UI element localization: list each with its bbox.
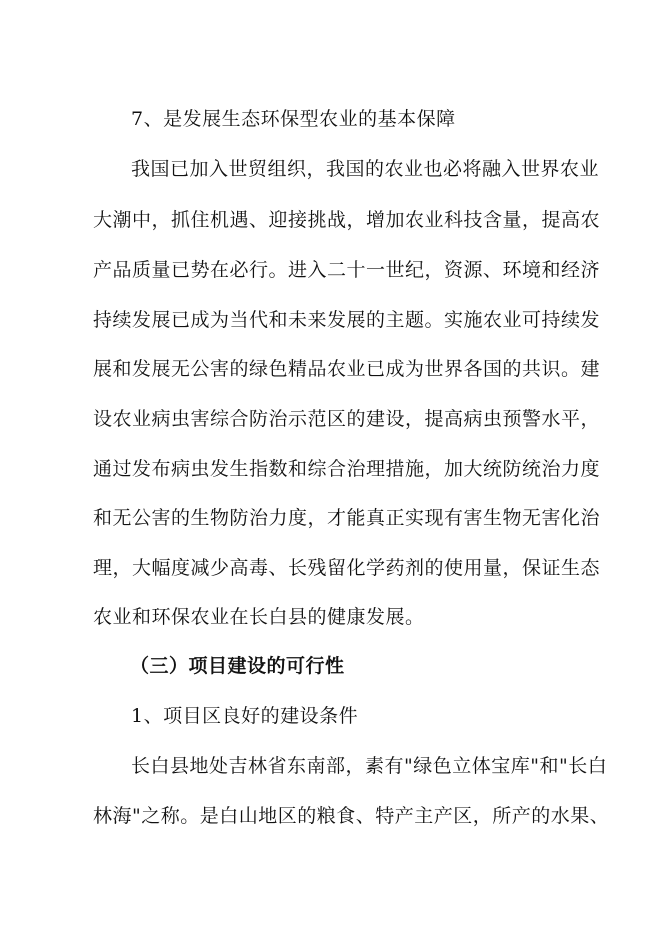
paragraph-line: 展和发展无公害的绿色精品农业已成为世界各国的共识。建 — [93, 358, 601, 380]
paragraph-line: 我国已加入世贸组织，我国的农业也必将融入世界农业 — [131, 158, 600, 180]
subsection-1-heading: 1、项目区良好的建设条件 — [131, 705, 359, 727]
paragraph-line: 通过发布病虫发生指数和综合治理措施，加大统防统治力度 — [93, 458, 601, 480]
paragraph-line: 持续发展已成为当代和未来发展的主题。实施农业可持续发 — [93, 309, 601, 331]
paragraph-line: 长白县地处吉林省东南部，素有"绿色立体宝库"和"长白 — [131, 755, 608, 777]
paragraph-line: 和无公害的生物防治力度，才能真正实现有害生物无害化治 — [93, 507, 601, 529]
paragraph-line: 农业和环保农业在长白县的健康发展。 — [93, 606, 425, 628]
section-7-heading: 7、是发展生态环保型农业的基本保障 — [131, 108, 456, 130]
paragraph-line: 大潮中，抓住机遇、迎接挑战，增加农业科技含量，提高农 — [93, 209, 601, 231]
paragraph-line: 设农业病虫害综合防治示范区的建设，提高病虫预警水平， — [93, 408, 601, 430]
section-3-heading: （三）项目建设的可行性 — [130, 655, 345, 677]
paragraph-line: 理，大幅度减少高毒、长残留化学药剂的使用量，保证生态 — [93, 557, 601, 579]
paragraph-line: 产品质量已势在必行。进入二十一世纪，资源、环境和经济 — [93, 259, 601, 281]
paragraph-line: 林海"之称。是白山地区的粮食、特产主产区，所产的水果、 — [93, 805, 610, 827]
